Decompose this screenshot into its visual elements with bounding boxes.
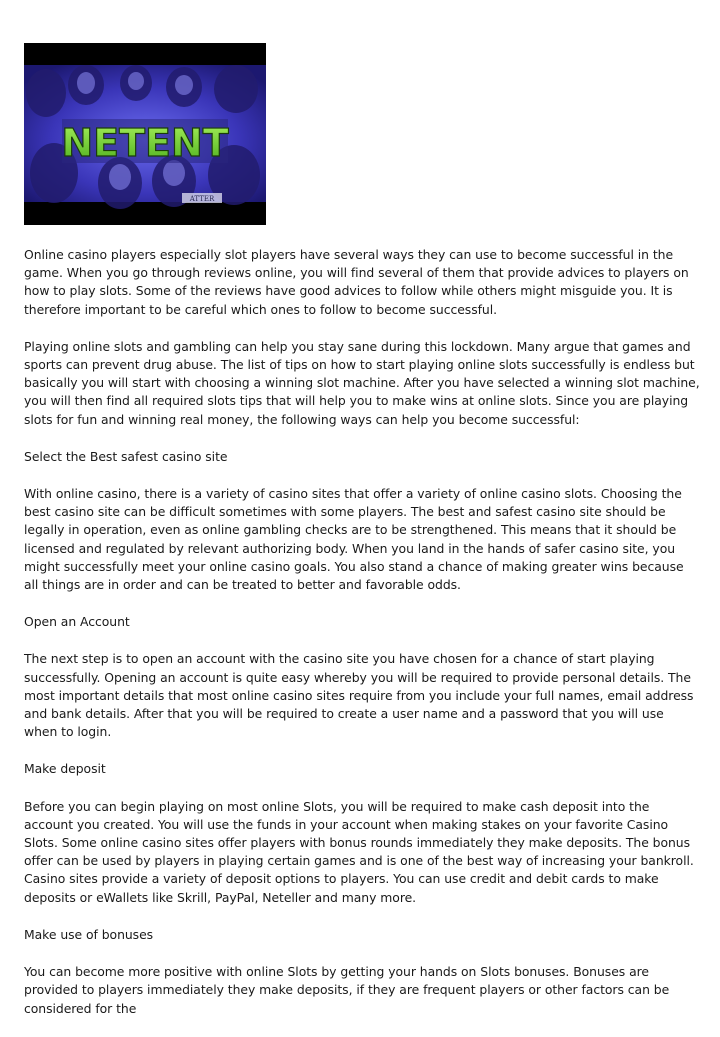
safest-site-paragraph: With online casino, there is a variety of casino sites that offer a variety of online casino slots. Choosing the best casino site can be difficult sometimes with some players. The best and safest casino site should be legally in operation, even as online gambling checks are to be strengthened. This means that it should be licensed and regulated by relevant authorizing body. When you land in the hands of safer casino site, you might successfully meet your online casino goals. You also stand a chance of making greater wins because all things are in order and can be treated to better and favorable odds.: [24, 486, 684, 593]
netent-logo-text: NETENT: [61, 121, 229, 165]
section-heading-make-deposit: Make deposit: [24, 761, 106, 777]
lockdown-paragraph: Playing online slots and gambling can help you stay sane during this lockdown. Many argue that games and sports can prevent drug abuse. The list of tips on how to start playing online slots successfully is endless but basically you will start with choosing a winning slot machine. After you have selected a winning slot machine, you will then find all required slots tips that will help you to make wins at online slots. Since you are playing slots for fun and winning real money, the following ways can help you become successful:: [24, 338, 700, 427]
article-body: [24, 246, 700, 1037]
netent-artwork: [24, 43, 266, 225]
section-heading-bonuses: Make use of bonuses: [24, 926, 154, 942]
section-heading-safest-site: Select the Best safest casino site: [24, 448, 228, 464]
open-account-paragraph: The next step is to open an account with the casino site you have chosen for a chance of start playing successfully. Opening an account is quite easy whereby you will be required to provide personal details. The most important details that most online casino sites require from you include your full names, email address and bank details. After that you will be required to create a user name and a password that you will use when to login.: [24, 651, 694, 740]
intro-paragraph: Online casino players especially slot players have several ways they can use to become successful in the game. When you go through reviews online, you will find several of them that provide advices to players on how to play slots. Some of the reviews have good advices to follow while others might misguide you. It is therefore important to be careful which ones to follow to become successful.: [24, 247, 689, 317]
artwork-caption-text: ATTER: [189, 195, 215, 203]
make-deposit-paragraph: Before you can begin playing on most online Slots, you will be required to make cash deposit into the account you created. You will use the funds in your account when making stakes on your favorite Casino Slots. Some online casino sites offer players with bonus rounds immediately they make deposits. The bonus offer can be used by players in playing certain games and is one of the best way of increasing your bankroll. Casino sites provide a variety of deposit options to players. You can use credit and debit cards to make deposits or eWallets like Skrill, PayPal, Neteller and many more.: [24, 798, 694, 905]
bonuses-paragraph: You can become more positive with online Slots by getting your hands on Slots bonuses. Bonuses are provided to players immediately they make deposits, if they are frequent players or other factors can be considered for the: [24, 964, 670, 1016]
section-heading-open-account: Open an Account: [24, 614, 130, 630]
netent-hero-image: [24, 43, 266, 225]
